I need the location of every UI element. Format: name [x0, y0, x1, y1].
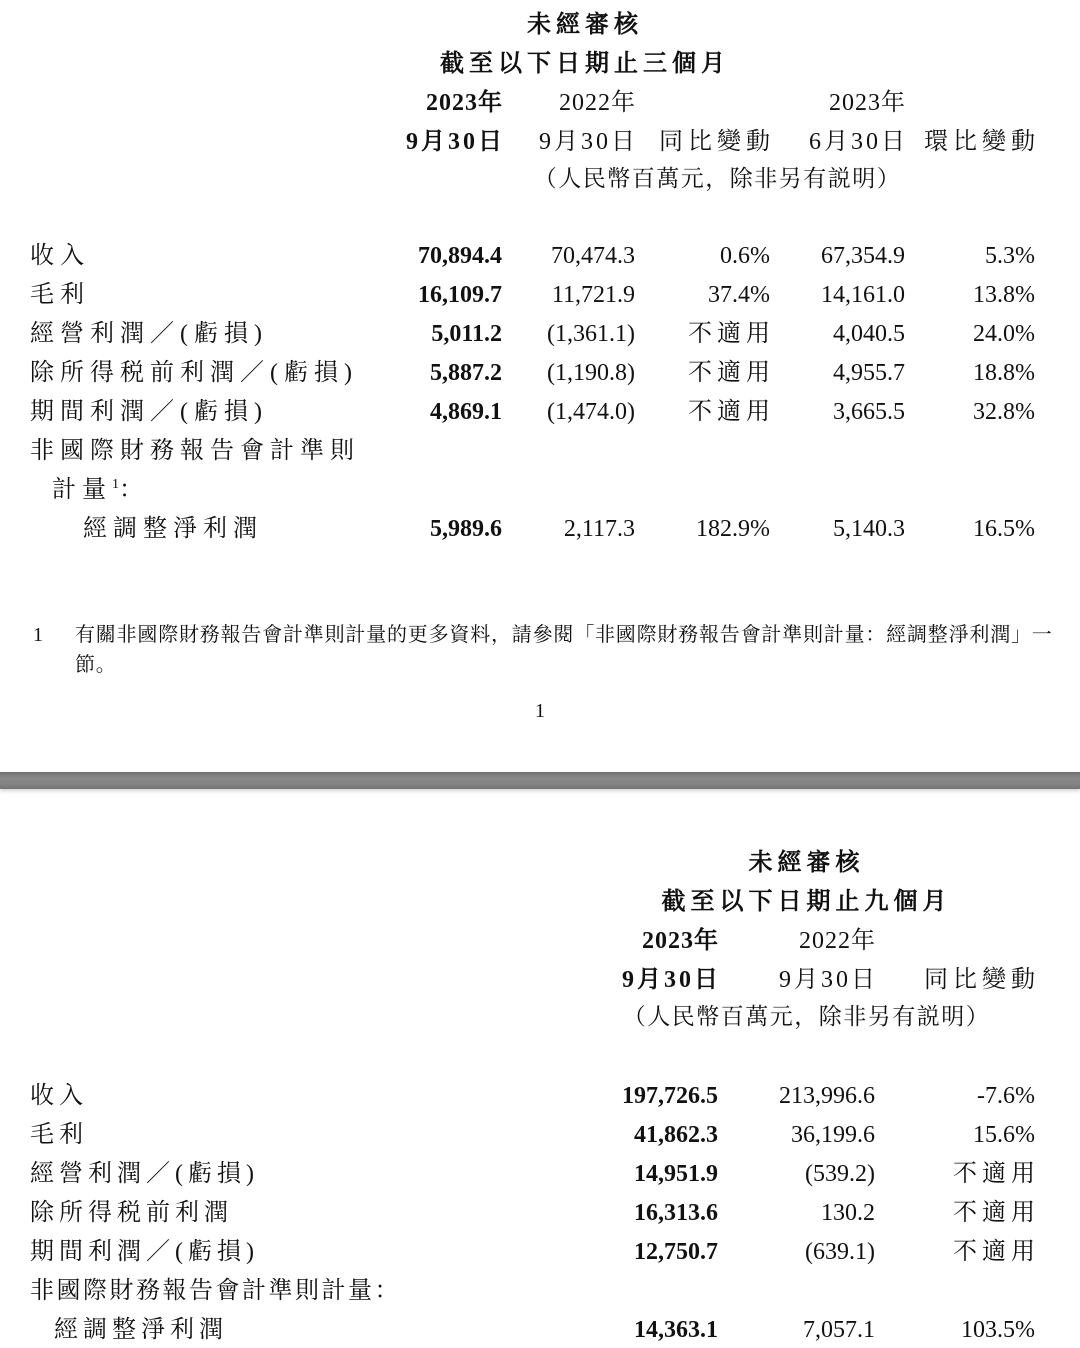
table-row	[30, 1270, 1035, 1309]
empty-cell	[30, 998, 560, 1035]
col-date-jun30-2023: 6月30日	[809, 129, 909, 155]
value-cell: 0.6%	[720, 243, 771, 269]
value-cell: 4,040.5	[833, 321, 906, 347]
value-cell: 130.2	[821, 1200, 875, 1226]
empty-cell	[905, 430, 1035, 469]
page-divider	[0, 772, 1080, 789]
row-label: 經調整淨利潤	[54, 1317, 228, 1343]
value-cell: 5,989.6	[430, 516, 502, 542]
empty-cell	[502, 430, 635, 469]
col-yoy-change: 同比變動	[659, 129, 776, 155]
empty-cell	[30, 160, 400, 197]
value-cell: 不適用	[688, 399, 776, 425]
empty-cell	[30, 121, 400, 160]
row-label: 除所得税前利潤／(虧損)	[30, 360, 358, 386]
empty-cell	[30, 842, 560, 881]
footnote-line: 有關非國際財務報告會計準則計量的更多資料，請參閱「非國際財務報告會計準則計量：經調整淨利潤」一	[75, 624, 1053, 646]
footnote-marker: 1	[33, 624, 44, 646]
empty-cell	[770, 469, 905, 508]
empty-cell	[770, 430, 905, 469]
value-cell: 213,996.6	[779, 1083, 875, 1109]
value-cell: 不適用	[953, 1239, 1041, 1265]
col-date-sep30-2023: 9月30日	[622, 967, 721, 993]
value-cell: 70,894.4	[418, 243, 502, 269]
value-cell: 103.5%	[961, 1317, 1036, 1343]
value-cell: 不適用	[688, 360, 776, 386]
value-cell: 14,363.1	[634, 1317, 718, 1343]
value-cell: 5.3%	[985, 243, 1036, 269]
col-year-2023: 2023年	[642, 928, 719, 954]
row-label: 計量$^1$：	[52, 477, 143, 503]
column-year-row	[30, 920, 1035, 959]
unit-note-row	[30, 998, 1035, 1035]
value-cell: 16,109.7	[418, 282, 502, 308]
table-title-row	[30, 4, 1035, 43]
table-row	[30, 430, 1035, 469]
table-row	[30, 1192, 1035, 1231]
table-row	[30, 313, 1035, 352]
value-cell: 70,474.3	[551, 243, 635, 269]
footnote	[33, 620, 1053, 680]
value-cell: (639.1)	[805, 1239, 875, 1265]
value-cell: 18.8%	[973, 360, 1036, 386]
footnote-ref: 1	[112, 477, 119, 492]
empty-cell	[30, 881, 560, 920]
col-qoq-change: 環比變動	[924, 129, 1041, 155]
value-cell: 3,665.5	[833, 399, 906, 425]
table-row	[30, 1114, 1035, 1153]
col-year-2022: 2022年	[799, 928, 876, 954]
value-cell: 32.8%	[973, 399, 1036, 425]
empty-cell	[30, 43, 400, 82]
empty-cell	[30, 1035, 1035, 1075]
row-label: 非國際財務報告會計準則	[30, 438, 360, 464]
empty-cell	[905, 4, 1035, 43]
value-cell: (539.2)	[805, 1161, 875, 1187]
table-row	[30, 274, 1035, 313]
value-cell: 197,726.5	[622, 1083, 718, 1109]
column-date-row	[30, 121, 1035, 160]
value-cell: 4,869.1	[430, 399, 502, 425]
value-cell: 41,862.3	[634, 1122, 718, 1148]
row-label: 經調整淨利潤	[83, 516, 263, 542]
value-cell: 11,721.9	[551, 282, 635, 308]
value-cell: (1,190.8)	[547, 360, 635, 386]
value-cell: 14,951.9	[634, 1161, 718, 1187]
table-title-row	[30, 842, 1035, 881]
value-cell: 不適用	[688, 321, 776, 347]
value-cell: 16.5%	[973, 516, 1036, 542]
value-cell: 2,117.3	[563, 516, 635, 542]
col-date-sep30-2022: 9月30日	[539, 129, 638, 155]
table-subtitle-row	[30, 881, 1035, 920]
col-year-2023b: 2023年	[829, 90, 907, 116]
footnote-line: 節。	[75, 654, 117, 676]
unit-note: （人民幣百萬元，除非另有説明）	[533, 166, 902, 191]
col-year-2022: 2022年	[559, 90, 636, 116]
value-cell: 67,354.9	[821, 243, 906, 269]
three-month-table	[30, 4, 1041, 547]
value-cell: 13.8%	[973, 282, 1036, 308]
value-cell: 24.0%	[973, 321, 1036, 347]
empty-cell	[560, 1270, 718, 1309]
value-cell: (1,474.0)	[547, 399, 635, 425]
value-cell: 12,750.7	[634, 1239, 718, 1265]
empty-cell	[400, 469, 502, 508]
period-title: 截至以下日期止九個月	[661, 889, 952, 915]
table-row	[30, 235, 1035, 274]
row-label: 經營利潤／(虧損)	[30, 1161, 259, 1187]
value-cell: 36,199.6	[791, 1122, 875, 1148]
column-date-row	[30, 959, 1035, 998]
value-cell: 37.4%	[708, 282, 771, 308]
value-cell: 不適用	[953, 1161, 1041, 1187]
period-title: 截至以下日期止三個月	[440, 51, 731, 77]
unit-note: （人民幣百萬元，除非另有説明）	[622, 1004, 991, 1029]
empty-cell	[400, 430, 502, 469]
table-row	[30, 1153, 1035, 1192]
row-label: 除所得税前利潤	[30, 1200, 233, 1226]
table-row	[30, 469, 1035, 508]
col-year-2023: 2023年	[426, 90, 503, 116]
table-subtitle-row	[30, 43, 1035, 82]
row-label: 非國際財務報告會計準則計量：	[30, 1278, 401, 1304]
value-cell: 5,140.3	[833, 516, 906, 542]
row-label: 期間利潤／(虧損)	[30, 399, 268, 425]
empty-cell	[875, 920, 1035, 959]
value-cell: 7,057.1	[803, 1317, 875, 1343]
col-date-sep30-2023: 9月30日	[406, 129, 505, 155]
empty-cell	[30, 4, 400, 43]
table-row	[30, 391, 1035, 430]
unit-note-row	[30, 160, 1035, 197]
row-label: 毛利	[30, 282, 90, 308]
row-label: 經營利潤／(虧損)	[30, 321, 268, 347]
page-number: 1	[535, 700, 545, 722]
value-cell: (1,361.1)	[547, 321, 635, 347]
empty-cell	[770, 4, 905, 43]
value-cell: 5,887.2	[430, 360, 502, 386]
value-cell: 不適用	[953, 1200, 1041, 1226]
empty-cell	[905, 82, 1035, 121]
col-date-sep30-2022: 9月30日	[779, 967, 878, 993]
empty-cell	[30, 959, 560, 998]
value-cell: 15.6%	[973, 1122, 1036, 1148]
empty-cell	[875, 1270, 1035, 1309]
table-row	[30, 1309, 1035, 1348]
table-row	[30, 1231, 1035, 1270]
row-label: 收入	[30, 1083, 88, 1109]
empty-cell	[635, 469, 770, 508]
col-yoy-change: 同比變動	[924, 967, 1041, 993]
empty-cell	[770, 43, 905, 82]
nine-month-table	[30, 842, 1041, 1348]
value-cell: 16,313.6	[634, 1200, 718, 1226]
value-cell: 5,011.2	[431, 321, 502, 347]
unaudited-title: 未經審核	[748, 850, 865, 876]
empty-cell	[30, 197, 1035, 235]
empty-cell	[30, 920, 560, 959]
spacer-row	[30, 197, 1035, 235]
value-cell: -7.6%	[977, 1083, 1036, 1109]
row-label: 毛利	[30, 1122, 88, 1148]
value-cell: 182.9%	[696, 516, 771, 542]
table-row	[30, 508, 1035, 547]
unaudited-title: 未經審核	[527, 12, 644, 38]
empty-cell	[635, 430, 770, 469]
empty-cell	[905, 43, 1035, 82]
empty-cell	[30, 82, 400, 121]
empty-cell	[502, 469, 635, 508]
row-label: 收入	[30, 243, 90, 269]
table-row	[30, 1075, 1035, 1114]
column-year-row	[30, 82, 1035, 121]
empty-cell	[718, 1270, 875, 1309]
table-row	[30, 352, 1035, 391]
row-label: 期間利潤／(虧損)	[30, 1239, 259, 1265]
value-cell: 4,955.7	[833, 360, 906, 386]
empty-cell	[635, 82, 770, 121]
spacer-row	[30, 1035, 1035, 1075]
empty-cell	[905, 469, 1035, 508]
value-cell: 14,161.0	[821, 282, 906, 308]
